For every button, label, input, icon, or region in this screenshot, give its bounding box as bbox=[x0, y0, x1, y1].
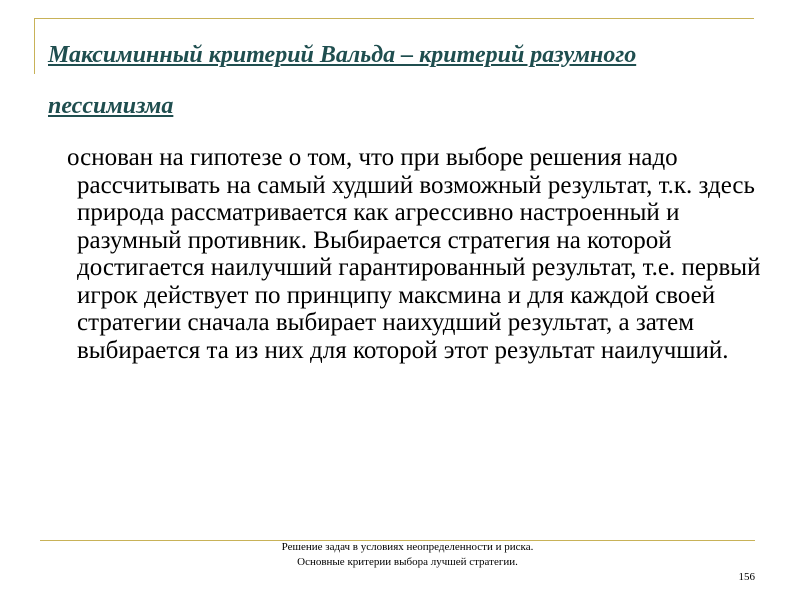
slide-title: Максиминный критерий Вальда – критерий разумного пессимизма bbox=[48, 42, 637, 119]
slide-body-text: основан на гипотезе о том, что при выборе решения надо рассчитывать на самый худший возможный результат, т.к. здесь природа рассматривается как агрессивно настроенный и разумный противник. Выбирается стратегия на которой достигается наилучший гарантированный результат, т.е. первый игрок действует по принципу максмина и для каждой своей стратегии сначала выбирает наихудший результат, а затем выбирается та из них для которой этот результат наилучший. bbox=[67, 144, 761, 364]
top-divider bbox=[34, 18, 754, 19]
page-number: 156 bbox=[738, 571, 755, 583]
footer-caption: Решение задач в условиях неопределенности и риска. Основные критерии выбора лучшей стратегии. bbox=[281, 541, 534, 568]
left-accent-line bbox=[34, 18, 35, 74]
